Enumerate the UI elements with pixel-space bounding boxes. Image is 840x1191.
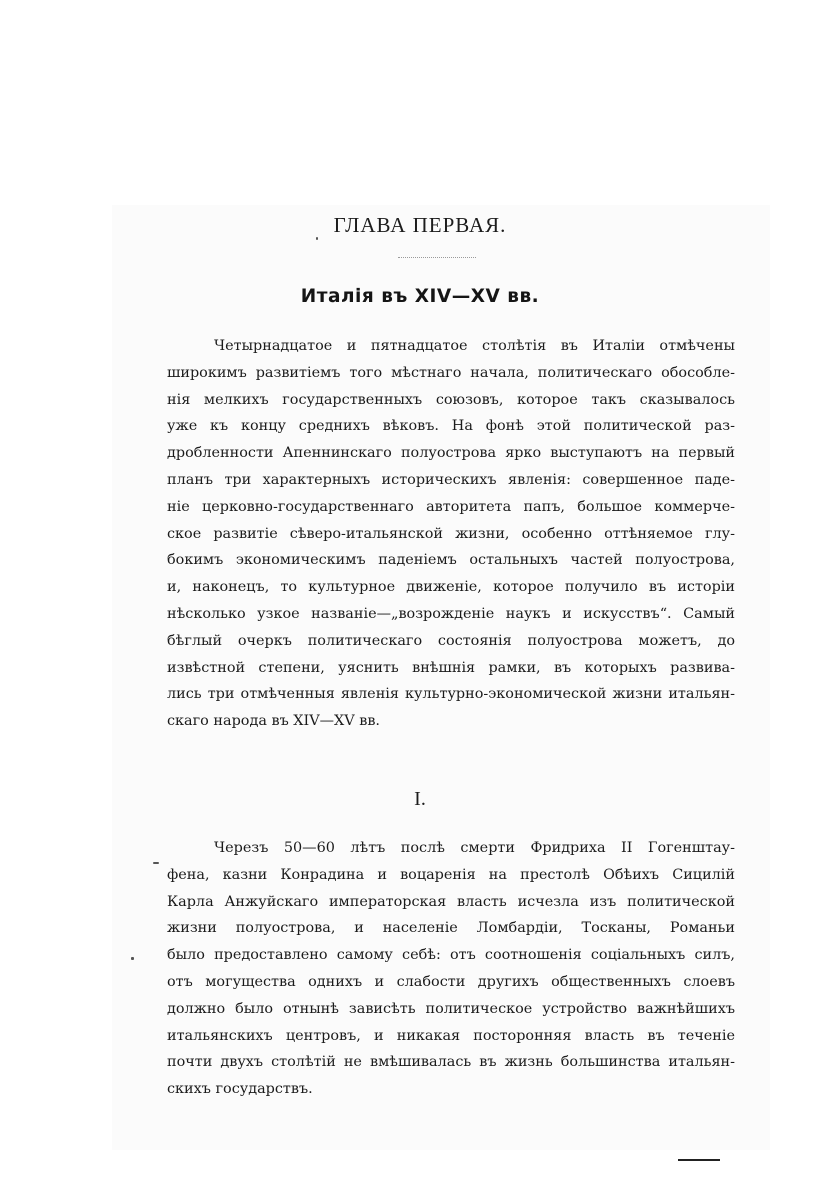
text-line: Четырнадцатое и пятнадцатое столѣтія въ Италіи отмѣчены: [214, 338, 735, 354]
text-line: было предоставлено самому себѣ: отъ соотношенія соціальныхъ силъ,: [167, 947, 735, 964]
text-line: Карла Анжуйскаго императорская власть исчезла изъ политической: [167, 893, 735, 910]
text-line: лись три отмѣченныя явленія культурно-экономической жизни итальян-: [167, 686, 735, 703]
page-edge-mark: [678, 1159, 720, 1161]
text-line: жизни полуострова, и населеніе Ломбардіи, Тосканы, Романьи: [167, 920, 735, 937]
decorative-divider: [398, 257, 476, 258]
text-line: скихъ государствъ.: [167, 1081, 313, 1098]
text-line: бѣглый очеркъ политическаго состоянія полуострова можетъ, до: [167, 632, 735, 649]
text-line: должно было отнынѣ зависѣть политическое устройство важнѣйшихъ: [167, 1000, 735, 1017]
chapter-title: Италія въ XIV—XV вв.: [300, 286, 540, 307]
text-line: уже къ концу среднихъ вѣковъ. На фонѣ этой политической раз-: [167, 418, 735, 435]
text-line: ское развитіе сѣверо-итальянской жизни, особенно оттѣняемое глу-: [167, 525, 735, 542]
text-line: итальянскихъ центровъ, и никакая посторонняя власть въ теченіе: [167, 1027, 735, 1044]
text-line: нѣсколько узкое названіе—„возрожденіе наукъ и искусствъ“. Самый: [167, 605, 735, 622]
text-line: ніе церковно-государственнаго авторитета папъ, большое коммерче-: [167, 498, 735, 515]
print-speck: [131, 957, 134, 960]
paragraph-intro: [167, 333, 735, 735]
text-line: почти двухъ столѣтій не вмѣшивалась въ жизнь большинства итальян-: [167, 1054, 735, 1071]
text-line: широкимъ развитіемъ того мѣстнаго начала, политическаго обособле-: [167, 364, 735, 381]
text-line: извѣстной степени, уяснить внѣшнія рамки, въ которыхъ развива-: [167, 659, 735, 676]
text-line: планъ три характерныхъ историческихъ явленія: совершенное паде-: [167, 471, 735, 488]
print-speck: [153, 862, 159, 864]
text-line: фена, казни Конрадина и воцаренія на престолѣ Обѣихъ Сицилій: [167, 866, 735, 883]
text-line: и, наконецъ, то культурное движеніе, которое получило въ исторіи: [167, 579, 735, 596]
chapter-heading: ГЛАВА ПЕРВАЯ.: [333, 213, 507, 237]
text-line: скаго народа въ XIV—XV вв.: [167, 713, 381, 730]
text-line: отъ могущества однихъ и слабости другихъ общественныхъ слоевъ: [167, 973, 735, 990]
text-line: нія мелкихъ государственныхъ союзовъ, которое такъ сказывалось: [167, 391, 735, 408]
text-line: бокимъ экономическимъ паденіемъ остальныхъ частей полуострова,: [167, 552, 735, 569]
print-speck: [316, 237, 318, 240]
section-numeral: I.: [414, 788, 426, 810]
paragraph-section-one: [167, 835, 735, 1103]
text-line: дробленности Апеннинскаго полуострова ярко выступаютъ на первый: [167, 445, 735, 462]
text-line: Черезъ 50—60 лѣтъ послѣ смерти Фридриха II Гогенштау-: [214, 840, 735, 856]
